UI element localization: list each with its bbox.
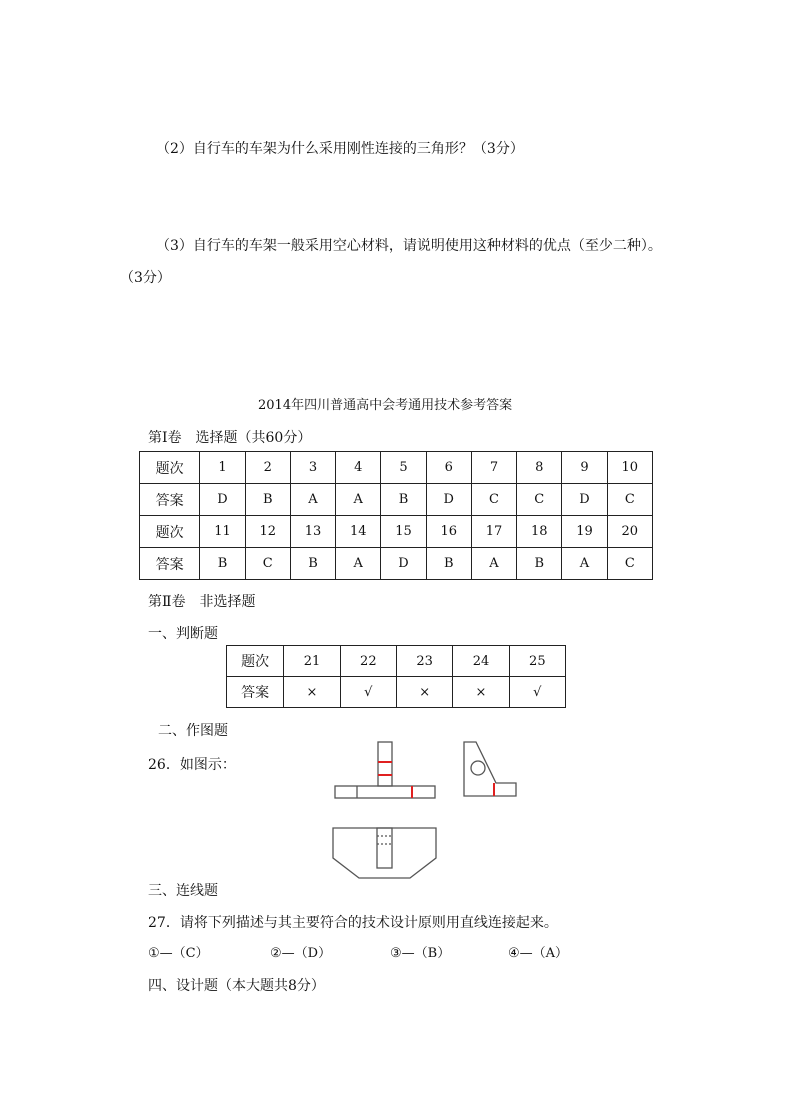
table-cell: 20 (607, 516, 652, 548)
table-cell: B (290, 548, 335, 580)
table-cell: C (607, 484, 652, 516)
table-cell: 4 (336, 452, 381, 484)
row-label: 答案 (140, 548, 200, 580)
row-label: 题次 (140, 516, 200, 548)
table-cell: 6 (426, 452, 471, 484)
table-cell: × (453, 677, 509, 708)
table-cell: 10 (607, 452, 652, 484)
table-cell: 21 (284, 646, 340, 677)
top-view-outline (333, 828, 436, 878)
table-cell: A (336, 548, 381, 580)
table-cell: B (200, 548, 245, 580)
hole-icon (471, 761, 485, 775)
table-cell: 25 (509, 646, 565, 677)
table-cell: 7 (471, 452, 516, 484)
section2-heading: 二、作图题 (158, 723, 228, 739)
table-cell: 3 (290, 452, 335, 484)
question-26: 26．如图示： (148, 757, 236, 773)
table-cell: 12 (245, 516, 290, 548)
table-cell: 18 (517, 516, 562, 548)
section4-heading: 四、设计题（本大题共8分） (148, 978, 325, 994)
table-cell: A (471, 548, 516, 580)
table-cell: 14 (336, 516, 381, 548)
table-cell: × (396, 677, 452, 708)
table-cell: C (517, 484, 562, 516)
table-cell: 17 (471, 516, 516, 548)
answer-title: 2014年四川普通高中会考通用技术参考答案 (258, 398, 513, 413)
front-view-base (335, 786, 435, 798)
table-cell: 8 (517, 452, 562, 484)
question-3-line1: （3）自行车的车架一般采用空心材料，请说明使用这种材料的优点（至少二种）。 (156, 238, 662, 254)
table-cell: B (426, 548, 471, 580)
table-cell: 23 (396, 646, 452, 677)
q27-answer-4: ④—（A） (508, 946, 569, 961)
table-cell: 19 (562, 516, 607, 548)
table-cell: 2 (245, 452, 290, 484)
table-cell: A (336, 484, 381, 516)
table-cell: A (290, 484, 335, 516)
top-view-slot (377, 828, 392, 868)
correction-lines (378, 762, 494, 798)
table-cell: B (245, 484, 290, 516)
table-cell: 24 (453, 646, 509, 677)
table-cell: B (381, 484, 426, 516)
q27-answer-2: ②—（D） (270, 946, 332, 961)
table-cell: C (471, 484, 516, 516)
question-27: 27．请将下列描述与其主要符合的技术设计原则用直线连接起来。 (148, 915, 558, 931)
front-view-upright (378, 742, 392, 786)
row-label: 答案 (227, 677, 284, 708)
table-cell: √ (340, 677, 396, 708)
q27-answer-1: ①—（C） (148, 946, 209, 961)
section1-heading: 一、判断题 (148, 626, 218, 642)
table-cell: C (245, 548, 290, 580)
row-label: 题次 (227, 646, 284, 677)
row-label: 答案 (140, 484, 200, 516)
q27-answer-3: ③—（B） (390, 946, 451, 961)
part2-heading: 第Ⅱ卷 非选择题 (148, 594, 256, 610)
table-cell: D (200, 484, 245, 516)
table-cell: 9 (562, 452, 607, 484)
table-cell: 11 (200, 516, 245, 548)
table-cell: 13 (290, 516, 335, 548)
table-cell: D (426, 484, 471, 516)
question-2: （2）自行车的车架为什么采用刚性连接的三角形？（3分） (156, 141, 524, 157)
table-cell: D (381, 548, 426, 580)
table-cell: × (284, 677, 340, 708)
table-cell: D (562, 484, 607, 516)
section3-heading: 三、连线题 (148, 883, 218, 899)
part1-heading: 第Ⅰ卷 选择题（共60分） (148, 430, 312, 446)
table-cell: 5 (381, 452, 426, 484)
table-cell: 16 (426, 516, 471, 548)
row-label: 题次 (140, 452, 200, 484)
table-cell: 1 (200, 452, 245, 484)
question-3-line2: （3分） (120, 270, 171, 286)
table-cell: C (607, 548, 652, 580)
table-cell: B (517, 548, 562, 580)
table-cell: 22 (340, 646, 396, 677)
table-cell: A (562, 548, 607, 580)
side-view-outline (464, 742, 516, 796)
table-cell: 15 (381, 516, 426, 548)
table-cell: √ (509, 677, 565, 708)
